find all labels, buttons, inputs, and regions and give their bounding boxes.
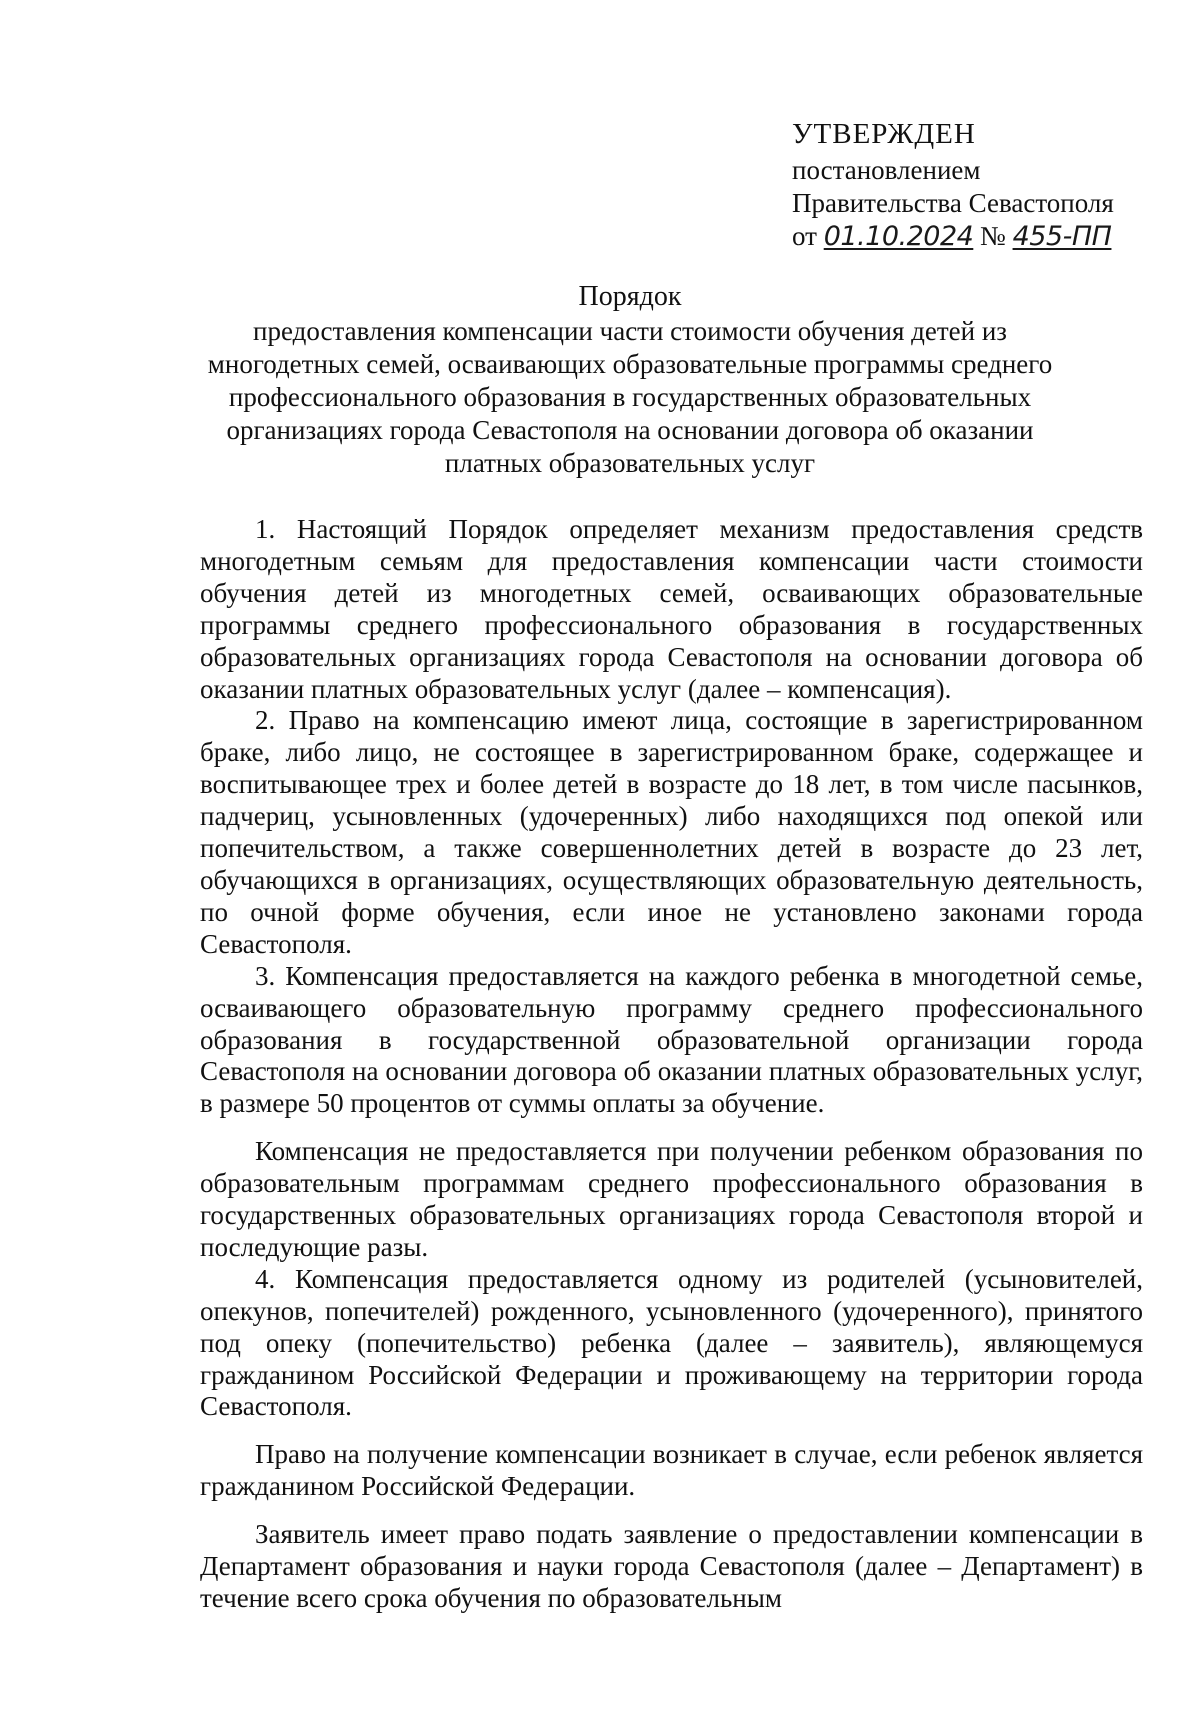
approval-heading: УТВЕРЖДЕН	[792, 118, 976, 150]
paragraph-3-exception: Компенсация не предоставляется при получении ребенком образования по образовательным программам среднего профессионального образования в государственных образовательных организациях города Севастополя второй и последующие разы.	[200, 1136, 1143, 1262]
document-body	[200, 514, 1143, 1615]
handwritten-number: 455-ПП	[1012, 221, 1112, 252]
paragraph-4: 4. Компенсация предоставляется одному из родителей (усыновителей, опекунов, попечителей) рожденного, усыновленного (удочеренного), принятого под опеку (попечительство) ребенка (далее – заявитель), являющемуся гражданином Российской Федерации и проживающему на территории города Севастополя.	[200, 1263, 1143, 1422]
paragraph-3: 3. Компенсация предоставляется на каждого ребенка в многодетной семье, осваивающего образовательную программу среднего профессионального образования в государственной образовательной организации города Севастополя на основании договора об оказании платных образовательных услуг, в размере 50 процентов от суммы оплаты за обучение.	[200, 960, 1143, 1119]
approval-date-number-line	[792, 220, 1172, 253]
paragraph-4-citizenship: Право на получение компенсации возникает в случае, если ребенок является гражданином Российской Федерации.	[200, 1439, 1143, 1502]
number-sign: №	[980, 221, 1006, 251]
approval-line-resolution: постановлением	[792, 155, 981, 185]
document-title: Порядок	[578, 281, 682, 312]
date-prefix: от	[792, 221, 817, 251]
paragraph-4-application: Заявитель имеет право подать заявление о предоставлении компенсации в Департамент образования и науки города Севастополя (далее – Департамент) в течение всего срока обучения по образовательным	[200, 1519, 1143, 1613]
paragraph-1: 1. Настоящий Порядок определяет механизм предоставления средств многодетным семьям для предоставления компенсации части стоимости обучения детей из многодетных семей, осваивающих образовательные программы среднего профессионального образования в государственных образовательных организациях города Севастополя на основании договора об оказании платных образовательных услуг (далее – компенсация).	[200, 514, 1143, 704]
paragraph-2: 2. Право на компенсацию имеют лица, состоящие в зарегистрированном браке, либо лицо, не состоящее в зарегистрированном браке, содержащее и воспитывающее трех и более детей в возрасте до 18 лет, в том числе пасынков, падчериц, усыновленных (удочеренных) либо находящихся под опекой или попечительством, а также совершеннолетних детей в возрасте до 23 лет, обучающихся в организациях, осуществляющих образовательную деятельность, по очной форме обучения, если иное не установлено законами города Севастополя.	[200, 705, 1143, 959]
handwritten-date: 01.10.2024	[823, 221, 974, 252]
approval-line-government: Правительства Севастополя	[792, 188, 1114, 218]
approval-stamp-block	[792, 118, 1172, 253]
document-title-block	[190, 280, 1070, 480]
document-subtitle: предоставления компенсации части стоимости обучения детей из многодетных семей, осваивающих образовательные программы среднего профессионального образования в государственных образовательных организациях города Севастополя на основании договора об оказании платных образовательных услуг	[207, 316, 1053, 478]
